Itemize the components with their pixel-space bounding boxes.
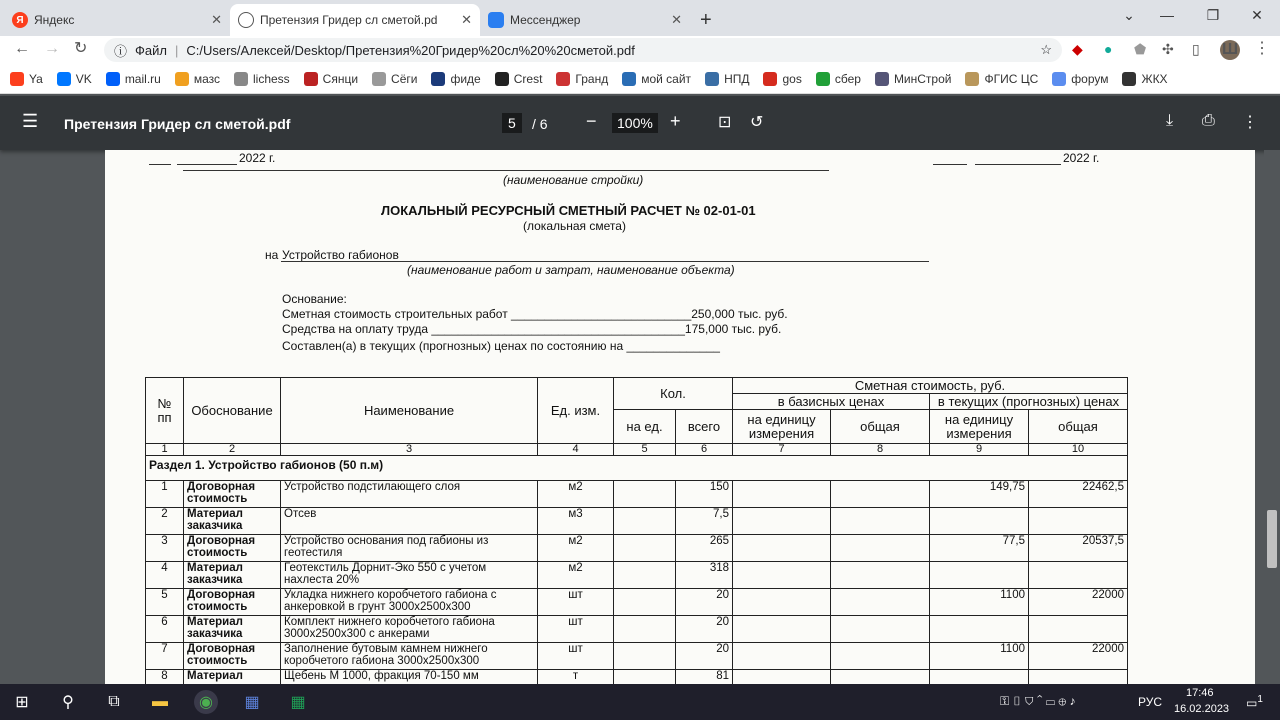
column-number: 10 [1029,444,1128,456]
bookmark-favicon-icon [234,72,248,86]
row-current-unit-cost: 149,75 [930,481,1029,508]
close-tab-icon[interactable]: ✕ [461,12,472,27]
info-icon: ⓘ [114,43,128,59]
bookmark-item[interactable]: ЖКХ [1122,72,1167,86]
windows-start-icon[interactable]: ⊞ [15,694,29,711]
row-base-total-cost [831,589,930,616]
row-qty-per-unit [614,643,676,670]
row-base-total-cost [831,508,930,535]
row-current-total-cost [1029,616,1128,643]
row-base-total-cost [831,562,930,589]
row-base-total-cost [831,481,930,508]
notification-icon[interactable]: ▭$^1$ [1246,694,1263,710]
bookmark-item[interactable]: gos [763,72,801,86]
row-unit: м2 [538,562,614,589]
rotate-icon[interactable]: ↺ [750,114,764,131]
table-row [146,589,1128,616]
bookmark-favicon-icon [622,72,636,86]
row-unit: шт [538,589,614,616]
tab-search-icon[interactable]: ⌄ [1123,6,1135,23]
address-bar-row [0,36,1280,64]
row-current-total-cost [1029,508,1128,535]
row-basis: Договорная стоимость [184,535,281,562]
row-qty-total: 7,5 [676,508,733,535]
row-basis: Материал [184,670,281,697]
header-current-total: общая [1029,410,1128,444]
row-number: 3 [146,535,184,562]
row-number: 4 [146,562,184,589]
pdf-toolbar [0,96,1280,150]
row-qty-total: 81 [676,670,733,697]
table-row [146,643,1128,670]
bookmark-favicon-icon [175,72,189,86]
globe-icon [238,12,254,28]
row-qty-per-unit [614,616,676,643]
bookmark-item[interactable]: Сёги [372,72,417,86]
column-number: 7 [733,444,831,456]
bookmark-favicon-icon [304,72,318,86]
row-qty-total: 20 [676,643,733,670]
document-subtitle: (локальная смета) [523,219,626,233]
document-title: Претензия Гридер сл сметой.pdf [64,116,291,132]
row-name: Заполнение бутовым камнем нижнего коробчетого габиона 3000х2500х300 [281,643,538,670]
bookmark-favicon-icon [705,72,719,86]
zoom-in-button[interactable]: + [670,111,681,131]
row-name: Геотекстиль Дорнит-Эко 550 с учетом нахлеста 20% [281,562,538,589]
column-number: 3 [281,444,538,456]
row-basis: Договорная стоимость [184,589,281,616]
row-qty-per-unit [614,535,676,562]
avatar[interactable]: Ш [1221,41,1239,58]
bookmark-item[interactable]: МинСтрой [875,72,952,86]
header-current-unit: на единицу измерения [930,410,1029,444]
row-qty-total: 265 [676,535,733,562]
object-name: Устройство габионов [282,248,399,262]
star-icon[interactable]: ☆ [1040,42,1052,57]
row-current-unit-cost [930,562,1029,589]
bookmark-favicon-icon [57,72,71,86]
row-name: Комплект нижнего коробчетого габиона 3000х2500х300 с анкерами [281,616,538,643]
notification-count: 1 [1257,694,1263,705]
row-current-unit-cost [930,508,1029,535]
bookmark-favicon-icon [875,72,889,86]
column-number: 8 [831,444,930,456]
row-name: Устройство подстилающего слоя [281,481,538,508]
row-current-unit-cost [930,616,1029,643]
bookmark-favicon-icon [495,72,509,86]
extensions-puzzle-icon[interactable]: ✣ [1162,41,1174,57]
page-number-input[interactable]: 5 [502,113,522,133]
address-input[interactable]: ⓘ Файл | C:/Users/Алексей/Desktop/Претензия%20Гридер%20сл%20%20сметой.pdf ☆ [104,38,1062,62]
on-label: на [265,248,279,262]
row-name: Отсев [281,508,538,535]
maximize-button[interactable]: ❐ [1206,6,1220,23]
table-row [146,616,1128,643]
table-row [146,562,1128,589]
basis-label: Основание: [282,292,347,306]
download-icon[interactable]: ⤓ [1166,112,1174,129]
language-indicator[interactable]: РУС [1138,695,1163,709]
column-number: 1 [146,444,184,456]
task-view-icon[interactable]: ⧉ [108,693,120,710]
row-qty-total: 318 [676,562,733,589]
header-base-unit: на единицу измерения [733,410,831,444]
row-qty-per-unit [614,508,676,535]
header-qty: Кол. [614,378,733,410]
bookmark-favicon-icon [106,72,120,86]
bookmark-item[interactable]: мазс [175,72,220,86]
row-qty-per-unit [614,481,676,508]
header-name: Наименование [281,378,538,444]
row-basis: Договорная стоимость [184,643,281,670]
column-number: 6 [676,444,733,456]
date-right: 2022 г. [1063,151,1100,165]
row-number: 6 [146,616,184,643]
row-current-unit-cost: 1100 [930,643,1029,670]
row-number: 7 [146,643,184,670]
row-number: 8 [146,670,184,697]
estimate-table [145,377,1128,697]
table-row [146,508,1128,535]
minimize-button[interactable]: — [1160,7,1174,23]
print-icon[interactable]: ⎙ [1202,112,1215,129]
row-base-total-cost [831,616,930,643]
table-row [146,481,1128,508]
column-number: 2 [184,444,281,456]
row-unit: м3 [538,508,614,535]
fit-page-icon[interactable]: ⊡ [718,114,732,131]
header-per-unit: на ед. [614,410,676,444]
pdf-page [105,150,1255,684]
bookmark-favicon-icon [556,72,570,86]
row-base-total-cost [831,643,930,670]
column-number: 9 [930,444,1029,456]
row-qty-total: 20 [676,589,733,616]
row-base-unit-cost [733,616,831,643]
close-tab-icon[interactable]: ✕ [671,12,682,27]
side-panel-icon[interactable]: ▯ [1192,41,1200,57]
bookmark-favicon-icon [372,72,386,86]
row-current-total-cost [1029,562,1128,589]
scrollbar[interactable] [1264,150,1280,684]
row-qty-total: 20 [676,616,733,643]
search-icon[interactable]: ⚲ [62,694,74,711]
row-basis: Материал заказчика [184,508,281,535]
row-number: 2 [146,508,184,535]
back-icon[interactable]: ← [14,40,30,57]
tab-pdf[interactable]: Претензия Гридер сл сметой.pd ✕ [230,4,480,36]
prices-line: Составлен(а) в текущих (прогнозных) ценах по состоянию на ______________ [282,339,720,353]
row-qty-per-unit [614,589,676,616]
tab-yandex[interactable]: Я Яндекс ✕ [4,4,230,36]
object-caption: (наименование работ и затрат, наименование объекта) [407,263,735,277]
bookmark-favicon-icon [1052,72,1066,86]
row-number: 5 [146,589,184,616]
forward-icon[interactable]: → [44,40,60,57]
zoom-input[interactable]: 100% [612,113,658,133]
header-base-prices: в базисных ценах [733,394,930,410]
bookmark-item[interactable]: VK [57,72,92,86]
tab-bar [0,0,1280,36]
header-unit: Ед. изм. [538,378,614,444]
bookmark-item[interactable]: Гранд [556,72,608,86]
ublock-icon[interactable]: ◆ [1072,41,1083,57]
bookmark-item[interactable]: форум [1052,72,1108,86]
bookmark-favicon-icon [816,72,830,86]
row-base-unit-cost [733,535,831,562]
row-name: Устройство основания под габионы из геотестиля [281,535,538,562]
labor-line: Средства на оплату труда ______________________________________175,000 тыс. руб. [282,322,782,336]
shield-icon[interactable]: ⬟ [1134,41,1147,57]
bookmark-favicon-icon [763,72,777,86]
clock-time[interactable]: 17:46 [1186,687,1214,699]
tray-icons[interactable]: ⚿ ▯ ⛉ ⌃ ▭ ⊕ ♪ [1000,694,1076,708]
messenger-icon [488,12,504,28]
page-total: / 6 [532,116,548,132]
row-basis: Материал заказчика [184,562,281,589]
row-base-unit-cost [733,562,831,589]
bookmark-item[interactable]: фиде [431,72,480,86]
document-heading: ЛОКАЛЬНЫЙ РЕСУРСНЫЙ СМЕТНЫЙ РАСЧЕТ № 02-01-01 [381,203,756,218]
chrome-icon[interactable]: ◉ [194,690,218,714]
bookmark-favicon-icon [431,72,445,86]
row-name: Укладка нижнего коробчетого габиона с анкеровкой в грунт 3000х2500х300 [281,589,538,616]
row-base-unit-cost [733,508,831,535]
bookmark-item[interactable]: мой сайт [622,72,691,86]
tab-messenger[interactable]: Мессенджер ✕ [480,4,690,36]
taskbar [0,684,1280,720]
header-cost: Сметная стоимость, руб. [733,378,1128,394]
new-tab-button[interactable]: + [700,8,712,31]
row-basis: Договорная стоимость [184,481,281,508]
row-number: 1 [146,481,184,508]
app-icon[interactable]: ▦ [244,694,260,711]
row-name: Щебень М 1000, фракция 70-150 мм [281,670,538,697]
table-row [146,535,1128,562]
row-unit: шт [538,616,614,643]
header-base-total: общая [831,410,930,444]
row-basis: Материал заказчика [184,616,281,643]
row-base-unit-cost [733,643,831,670]
close-window-button[interactable]: ✕ [1251,6,1263,23]
row-base-unit-cost [733,481,831,508]
header-basis: Обоснование [184,378,281,444]
bookmark-item[interactable]: сбер [816,72,861,86]
row-current-total-cost: 22000 [1029,643,1128,670]
bookmark-item[interactable]: lichess [234,72,290,86]
row-base-unit-cost [733,589,831,616]
construction-caption: (наименование стройки) [503,173,644,187]
close-tab-icon[interactable]: ✕ [211,12,222,27]
row-current-total-cost: 22000 [1029,589,1128,616]
row-unit: т [538,670,614,697]
cost-line: Сметная стоимость строительных работ ___________________________250,000 тыс. руб. [282,307,788,321]
bookmark-item[interactable]: Crest [495,72,543,86]
scrollbar-thumb[interactable] [1267,510,1277,568]
row-current-total-cost: 20537,5 [1029,535,1128,562]
menu-icon[interactable]: ⋮ [1254,40,1270,57]
extension-icon[interactable]: ● [1104,41,1113,57]
bookmark-favicon-icon [1122,72,1136,86]
clock-date[interactable]: 16.02.2023 [1174,703,1230,715]
more-icon[interactable]: ⋮ [1242,114,1258,131]
yandex-icon: Я [12,12,28,28]
bookmark-item[interactable]: mail.ru [106,72,161,86]
row-unit: м2 [538,481,614,508]
zoom-out-button[interactable]: − [586,111,597,131]
row-qty-per-unit [614,562,676,589]
section-heading: Раздел 1. Устройство габионов (50 п.м) [146,456,1128,481]
file-explorer-icon[interactable]: ▬ [152,693,168,710]
row-unit: шт [538,643,614,670]
row-qty-total: 150 [676,481,733,508]
column-number: 4 [538,444,614,456]
row-current-unit-cost: 1100 [930,589,1029,616]
row-current-total-cost: 22462,5 [1029,481,1128,508]
menu-icon[interactable]: ☰ [22,111,39,131]
bookmark-favicon-icon [965,72,979,86]
row-base-total-cost [831,535,930,562]
header-current-prices: в текущих (прогнозных) ценах [930,394,1128,410]
excel-icon[interactable]: ▦ [290,694,306,711]
bookmark-item[interactable]: НПД [705,72,749,86]
row-unit: м2 [538,535,614,562]
date-left: 2022 г. [239,151,276,165]
reload-icon[interactable]: ↻ [74,40,88,57]
bookmark-item[interactable]: Ya [10,72,43,86]
header-no: № пп [146,378,184,444]
row-current-unit-cost: 77,5 [930,535,1029,562]
bookmark-item[interactable]: Сянци [304,72,358,86]
column-number: 5 [614,444,676,456]
bookmark-favicon-icon [10,72,24,86]
header-total: всего [676,410,733,444]
bookmarks-bar [0,64,1280,94]
bookmark-item[interactable]: ФГИС ЦС [965,72,1038,86]
